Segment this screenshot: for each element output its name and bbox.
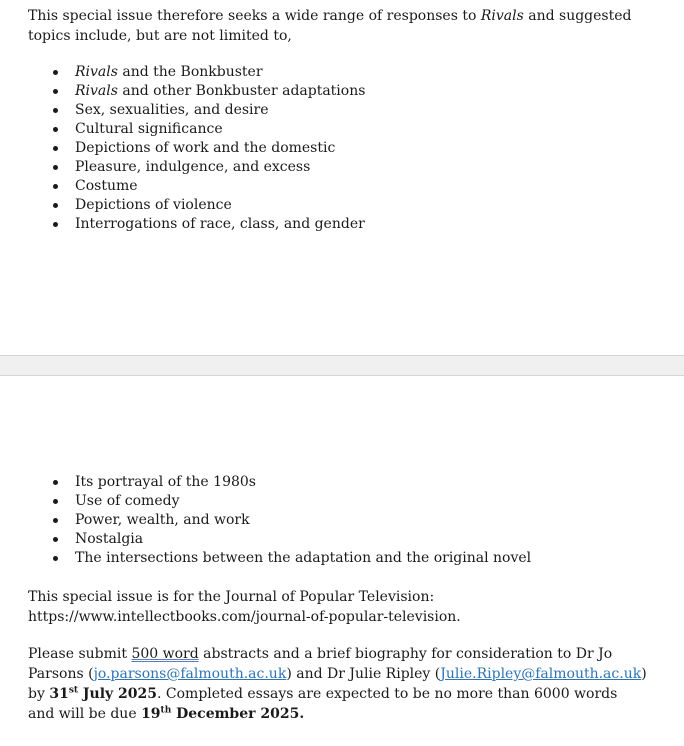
bullet-icon (53, 556, 58, 561)
list-item: Interrogations of race, class, and gender (0, 215, 365, 234)
list-item: Nostalgia (0, 530, 531, 549)
email-link-julie-ripley[interactable]: Julie.Ripley@falmouth.ac.uk (440, 666, 642, 682)
bullet-icon (53, 127, 58, 132)
bullet-icon (53, 518, 58, 523)
bullet-icon (53, 146, 58, 151)
word-count-phrase: 500 word (131, 646, 199, 662)
bullet-icon (53, 70, 58, 75)
list-item: Use of comedy (0, 492, 531, 511)
list-item: Rivals and other Bonkbuster adaptations (0, 82, 365, 101)
intro-paragraph (28, 6, 648, 46)
list-item: Depictions of violence (0, 196, 365, 215)
bullet-icon (53, 108, 58, 113)
bullet-icon (53, 89, 58, 94)
topics-list-page-1 (0, 63, 365, 234)
list-item: Power, wealth, and work (0, 511, 531, 530)
essay-deadline: 19th December 2025. (141, 705, 305, 722)
submission-paragraph: Please submit 500 word abstracts and a brief biography for consideration to Dr Jo Parsons (jo.parsons@falmouth.ac.uk) and Dr Julie Ripley (Julie.Ripley@falmouth.ac.uk) by 31st July 2025. Completed essays are expected to be no more than 6000 words and will be due 19th December 2025. (28, 646, 647, 722)
bullet-icon (53, 537, 58, 542)
bullet-icon (53, 165, 58, 170)
list-item: Its portrayal of the 1980s (0, 473, 531, 492)
intro-text-a: This special issue therefore seeks a wide range of responses to (28, 8, 481, 24)
journal-paragraph (28, 587, 648, 627)
topics-list-page-2 (0, 473, 531, 568)
intro-rivals-italic: Rivals (480, 8, 524, 24)
document-page-1 (0, 0, 684, 355)
bullet-icon (53, 499, 58, 504)
journal-url: https://www.intellectbooks.com/journal-of-popular-television. (28, 609, 461, 625)
page-break-gap (0, 355, 684, 376)
list-item: Cultural significance (0, 120, 365, 139)
list-item: The intersections between the adaptation and the original novel (0, 549, 531, 568)
bullet-icon (53, 222, 58, 227)
intro-text-b: and suggested topics include, but are not limited to, (28, 8, 632, 44)
list-item: Pleasure, indulgence, and excess (0, 158, 365, 177)
list-item: Costume (0, 177, 365, 196)
bullet-icon (53, 480, 58, 485)
list-item: Sex, sexualities, and desire (0, 101, 365, 120)
journal-line: This special issue is for the Journal of Popular Television: (28, 589, 435, 605)
email-link-jo-parsons[interactable]: jo.parsons@falmouth.ac.uk (93, 666, 287, 682)
document-page-2 (0, 376, 684, 746)
bullet-icon (53, 203, 58, 208)
list-item: Depictions of work and the domestic (0, 139, 365, 158)
bullet-icon (53, 184, 58, 189)
list-item: Rivals and the Bonkbuster (0, 63, 365, 82)
abstract-deadline: 31st July 2025 (49, 685, 158, 702)
